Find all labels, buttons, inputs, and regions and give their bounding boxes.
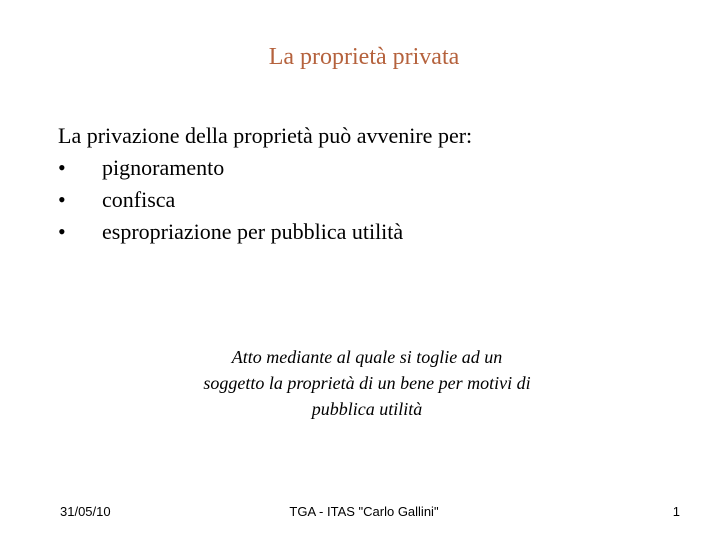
slide-title-text: La proprietà privata xyxy=(268,44,460,70)
intro-text: La privazione della proprietà può avvenire per: xyxy=(58,123,473,148)
bullet-list xyxy=(58,152,678,248)
bullet-item xyxy=(58,184,678,216)
bullet-icon: • xyxy=(58,219,66,244)
footer-page-number: 1 xyxy=(672,504,680,519)
slide-content xyxy=(58,120,678,248)
note-line: Atto mediante al quale si toglie ad un xyxy=(231,347,503,367)
definition-note xyxy=(140,344,594,422)
bullet-text: espropriazione per pubblica utilità xyxy=(102,219,404,244)
bullet-text: pignoramento xyxy=(102,155,225,180)
note-line: pubblica utilità xyxy=(311,399,423,419)
note-line: soggetto la proprietà di un bene per motivi di xyxy=(203,373,531,393)
bullet-item xyxy=(58,216,678,248)
slide-title xyxy=(0,44,728,71)
bullet-icon: • xyxy=(58,187,66,212)
footer-center-text: TGA - ITAS "Carlo Gallini" xyxy=(289,504,439,519)
bullet-icon: • xyxy=(58,155,66,180)
bullet-text: confisca xyxy=(102,187,176,212)
bullet-item xyxy=(58,152,678,184)
footer-date: 31/05/10 xyxy=(60,504,111,519)
